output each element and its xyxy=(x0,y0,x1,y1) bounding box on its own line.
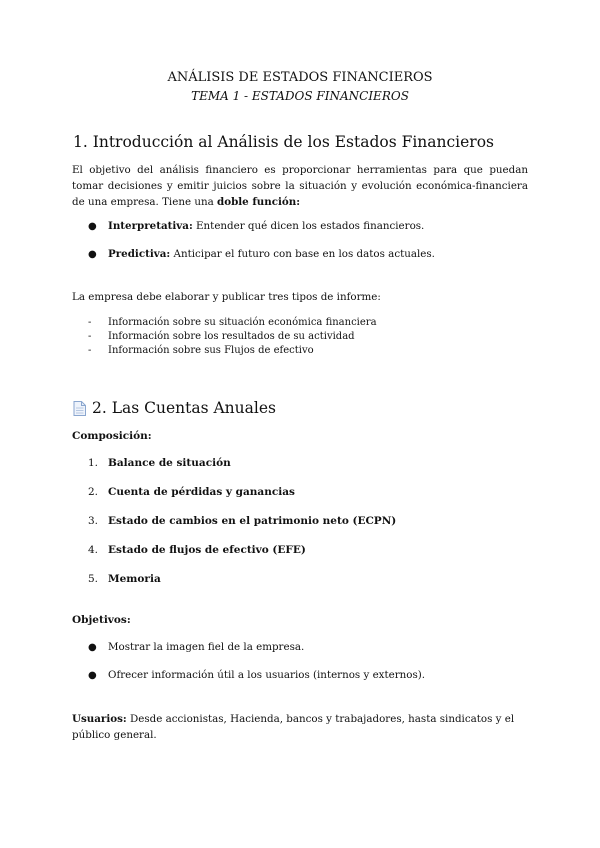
function-term: Interpretativa: xyxy=(108,220,193,232)
list-item xyxy=(88,641,304,653)
dash-icon: - xyxy=(88,317,92,328)
report-intro: La empresa debe elaborar y publicar tres tipos de informe: xyxy=(72,291,381,303)
objectives-label: Objetivos: xyxy=(72,614,131,626)
document-title: ANÁLISIS DE ESTADOS FINANCIEROS xyxy=(167,70,433,85)
document-subtitle: TEMA 1 - ESTADOS FINANCIEROS xyxy=(191,89,409,103)
list-item xyxy=(88,573,161,585)
item-number: 4. xyxy=(88,544,99,556)
list-item xyxy=(88,669,425,681)
dash-icon: - xyxy=(88,331,92,342)
item-number: 5. xyxy=(88,573,99,585)
bullet-icon: ● xyxy=(88,249,97,260)
bullet-icon: ● xyxy=(88,221,97,232)
composition-item: Estado de flujos de efectivo (EFE) xyxy=(108,544,306,556)
item-number: 2. xyxy=(88,486,99,498)
function-desc: Anticipar el futuro con base en los datos actuales. xyxy=(170,248,435,260)
list-item xyxy=(88,331,355,342)
objective-item: Ofrecer información útil a los usuarios (internos y externos). xyxy=(108,669,426,681)
function-desc: Entender qué dicen los estados financieros. xyxy=(192,220,425,232)
intro-bold-text: doble función: xyxy=(217,196,301,208)
list-item xyxy=(88,248,435,260)
list-item xyxy=(88,515,396,527)
composition-item: Balance de situación xyxy=(108,457,231,469)
composition-item: Cuenta de pérdidas y ganancias xyxy=(108,486,295,498)
report-item: Información sobre su situación económica financiera xyxy=(108,317,377,328)
document-icon xyxy=(73,401,86,416)
intro-paragraph xyxy=(72,162,528,210)
section-1-heading: 1. Introducción al Análisis de los Estados Financieros xyxy=(73,133,494,151)
report-item: Información sobre los resultados de su actividad xyxy=(108,331,355,342)
dash-icon: - xyxy=(88,345,92,356)
list-item xyxy=(88,317,377,328)
intro-text: El objetivo del análisis financiero es proporcionar herramientas para que puedan tomar decisiones y emitir juicios sobre la situación y evolución económica-financiera de una empresa. Tiene una xyxy=(72,164,528,208)
function-term: Predictiva: xyxy=(108,248,171,260)
section-2-heading-text: 2. Las Cuentas Anuales xyxy=(92,399,276,417)
list-item xyxy=(88,486,295,498)
list-item xyxy=(88,544,306,556)
list-item xyxy=(88,457,231,469)
composition-item: Estado de cambios en el patrimonio neto (ECPN) xyxy=(108,515,397,527)
composition-label: Composición: xyxy=(72,430,152,442)
report-item: Información sobre sus Flujos de efectivo xyxy=(108,345,314,356)
item-number: 3. xyxy=(88,515,99,527)
bullet-icon: ● xyxy=(88,642,97,653)
objective-item: Mostrar la imagen fiel de la empresa. xyxy=(108,641,305,653)
bullet-icon: ● xyxy=(88,670,97,681)
users-label: Usuarios: xyxy=(72,713,127,725)
list-item xyxy=(88,220,424,232)
users-text: Desde accionistas, Hacienda, bancos y trabajadores, hasta sindicatos y el público general. xyxy=(72,713,515,741)
composition-item: Memoria xyxy=(108,573,161,585)
list-item xyxy=(88,345,314,356)
users-paragraph xyxy=(72,711,532,743)
section-2-heading xyxy=(73,399,276,417)
item-number: 1. xyxy=(88,457,99,469)
